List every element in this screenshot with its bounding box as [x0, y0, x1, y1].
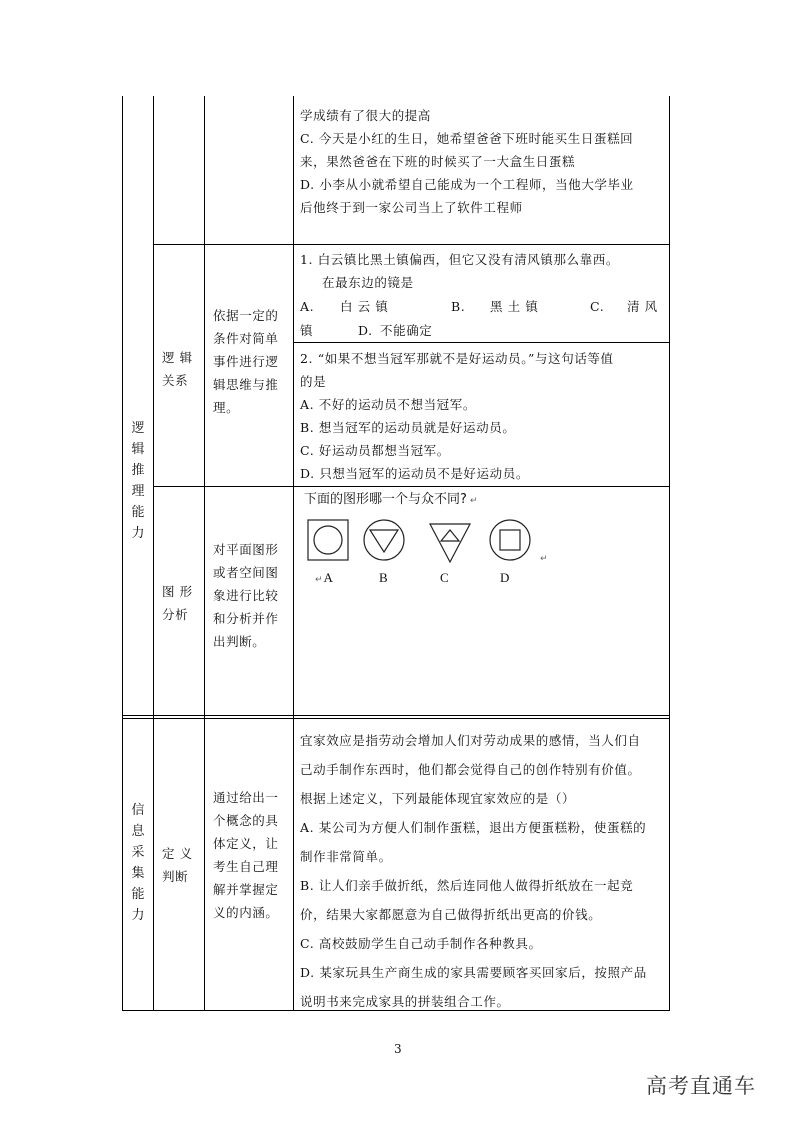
def-sub — [162, 842, 193, 888]
q2 — [300, 347, 614, 485]
def-line: 宜家效应是指劳动会增加人们对劳动成果的感情，当人们自 — [300, 733, 641, 748]
q2-option: D. 只想当冠军的运动员不是好运动员。 — [300, 466, 529, 481]
category-char: 逻 — [131, 421, 145, 436]
category-char: 力 — [131, 908, 145, 923]
logic-desc-line: 条件对简单 — [213, 331, 279, 346]
figure-sub — [162, 580, 193, 626]
row1-line: 学成绩有了很大的提高 — [300, 108, 432, 123]
watermark-text: 高考直通车 — [646, 1074, 756, 1098]
category-char: 理 — [131, 484, 145, 499]
def-line: 说明书来完成家具的拼装组合工作。 — [300, 994, 510, 1009]
def-desc-line: 义的内涵。 — [213, 905, 279, 920]
logic-sub — [162, 346, 196, 392]
logic-desc-line: 理。 — [213, 400, 240, 415]
q1-stem-2: 在最东边的镜是 — [322, 275, 414, 290]
logic-desc-line: 依据一定的 — [213, 308, 279, 323]
q1-option-c-letter: C. — [590, 299, 605, 314]
figure-b-triangle — [370, 530, 398, 552]
figure-label-a: ↵A — [315, 570, 333, 585]
row1-line: 后他终于到一家公司当上了软件工程师 — [300, 200, 523, 215]
def-desc — [213, 786, 279, 924]
figure-desc-line: 和分析并作 — [213, 611, 279, 626]
def-sub-1: 定 义 — [162, 846, 193, 861]
figure-a-circle — [314, 526, 342, 554]
def-desc-line: 考生自己理 — [213, 859, 279, 874]
q1-option-a-letter: A. — [300, 299, 315, 314]
def-line: 根据上述定义，下列最能体现宜家效应的是（） — [300, 791, 576, 806]
def-sub-2: 判断 — [162, 869, 189, 884]
row1-line: 来，果然爸爸在下班的时候买了一大盒生日蛋糕 — [300, 154, 576, 169]
figure-label-c: C — [440, 570, 449, 585]
category-logic — [130, 418, 146, 544]
figure-question-text: 下面的图形哪一个与众不同? — [304, 492, 467, 507]
row-divider-1 — [153, 244, 670, 245]
logic-desc — [213, 304, 279, 419]
q1-option-b-text: 黑 土 镇 — [490, 299, 539, 314]
q1-option-d-text: 不能确定 — [380, 323, 433, 338]
category-char: 信 — [131, 803, 145, 818]
figure-d-square — [500, 530, 520, 550]
figure-sub-2: 分析 — [162, 607, 189, 622]
def-desc-line: 体定义，让 — [213, 836, 279, 851]
logic-desc-line: 事件进行逻 — [213, 354, 279, 369]
q1-option-d-letter: D. — [358, 323, 373, 338]
def-desc-line: 个概念的具 — [213, 813, 279, 828]
row1-line: D. 小李从小就希望自己能成为一个工程师，当他大学毕业 — [300, 177, 634, 192]
logic-sub-text: 逻 辑 关系 — [162, 350, 193, 388]
row-divider-q — [293, 342, 670, 343]
def-line: 制作非常简单。 — [300, 849, 392, 864]
figure-desc-line: 或者空间图 — [213, 565, 279, 580]
figure-return-mark-icon: ↵ — [540, 554, 548, 564]
column-divider-2 — [204, 96, 205, 1011]
figure-b-circle — [364, 520, 404, 560]
figure-label-d: D — [500, 570, 510, 585]
q2-stem-2: 的是 — [300, 374, 327, 389]
row-divider-3 — [122, 715, 670, 716]
category-info — [130, 800, 146, 926]
category-char: 采 — [131, 845, 145, 860]
column-divider-3 — [293, 96, 294, 1011]
figure-desc — [213, 538, 279, 653]
q1-option-b-letter: B. — [451, 299, 466, 314]
figure-c-inner-triangle — [441, 530, 459, 541]
def-line: A. 某公司为方便人们制作蛋糕，退出方便蛋糕粉，使蛋糕的 — [300, 820, 647, 835]
def-desc-line: 解并掌握定 — [213, 882, 279, 897]
q2-stem-1: 2. “如果不想当冠军那就不是好运动员。”与这句话等值 — [300, 351, 614, 366]
row1-line: C. 今天是小红的生日，她希望爸爸下班时能买生日蛋糕回 — [300, 131, 634, 146]
def-line: D. 某家玩具生产商生成的家具需要顾客买回家后，按照产品 — [300, 965, 647, 980]
return-mark-icon: ↵ — [469, 496, 478, 506]
figure-question — [304, 488, 477, 507]
def-line: 价，结果大家都愿意为自己做得折纸出更高的价钱。 — [300, 907, 602, 922]
category-char: 能 — [131, 505, 145, 520]
table-border-left — [122, 96, 123, 1011]
figure-options-graphic — [300, 512, 560, 578]
category-char: 辑 — [131, 442, 145, 457]
page-number: 3 — [394, 1042, 402, 1056]
q1-option-c-text2: 镇 — [300, 323, 314, 338]
def-line: C. 高校鼓励学生自己动手制作各种教具。 — [300, 936, 542, 951]
category-char: 力 — [131, 526, 145, 541]
def-line: B. 让人们亲手做折纸，然后连同他人做得折纸放在一起竞 — [300, 878, 634, 893]
q2-option: B. 想当冠军的运动员就是好运动员。 — [300, 420, 516, 435]
category-char: 集 — [131, 866, 145, 881]
logic-desc-line: 辑思维与推 — [213, 377, 279, 392]
figure-desc-line: 象进行比较 — [213, 588, 279, 603]
row-divider-3b — [122, 718, 670, 719]
column-divider-1 — [153, 96, 154, 1011]
figure-desc-line: 出判断。 — [213, 634, 266, 649]
category-logic-text — [130, 418, 146, 544]
row1-content — [300, 104, 634, 219]
category-char: 推 — [131, 463, 145, 478]
table-border-right — [669, 96, 670, 1011]
figure-desc-line: 对平面图形 — [213, 542, 279, 557]
category-info-text — [130, 800, 146, 926]
q2-option: A. 不好的运动员不想当冠军。 — [300, 397, 476, 412]
def-desc-line: 通过给出一 — [213, 790, 279, 805]
figure-d-circle — [490, 520, 530, 560]
figure-sub-1: 图 形 — [162, 584, 193, 599]
category-char: 息 — [131, 824, 145, 839]
q2-option: C. 好运动员都想当冠军。 — [300, 443, 450, 458]
def-line: 己动手制作东西时，他们都会觉得自己的创作特别有价值。 — [300, 762, 641, 777]
q1-option-a-text: 白 云 镇 — [340, 299, 389, 314]
q1-stem-1: 1. 白云镇比黑土镇偏西，但它又没有清风镇那么靠西。 — [300, 252, 620, 267]
figure-label-b: B — [379, 570, 388, 585]
q1-option-c-text: 清 风 — [627, 299, 658, 314]
def-content — [300, 726, 647, 1016]
category-char: 能 — [131, 887, 145, 902]
